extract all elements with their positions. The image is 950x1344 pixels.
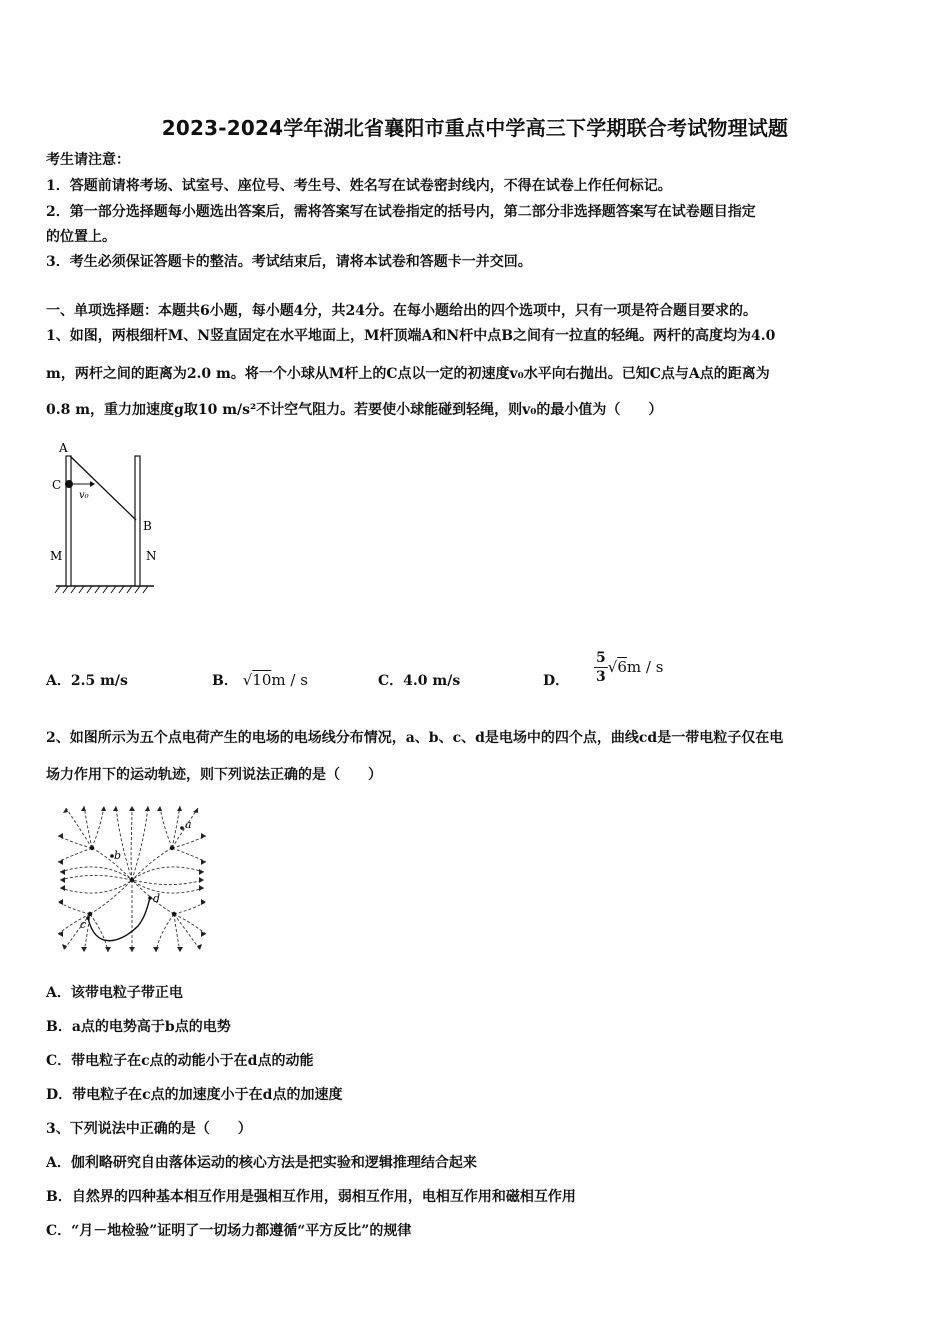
q2-field-figure	[52, 802, 212, 954]
q1-option-d-denominator: 3	[596, 668, 606, 685]
label-m: M	[50, 549, 63, 563]
point-d-dot	[148, 896, 152, 900]
label-b: B	[143, 519, 152, 533]
notice-item-2-cont: 的位置上。	[46, 229, 116, 245]
notice-item-3: 3．考生必须保证答题卡的整洁。考试结束后，请将本试卷和答题卡一并交回。	[46, 254, 532, 270]
q1-rod-figure	[46, 440, 166, 600]
q2-option-a[interactable]: A．该带电粒子带正电	[46, 985, 183, 1001]
notice-heading: 考生请注意：	[46, 152, 130, 168]
q1-option-c-value: 4.0 m/s	[403, 673, 461, 689]
ground-hatching	[55, 586, 148, 593]
q3-stem: 3、下列说法中正确的是（ ）	[46, 1121, 252, 1137]
velocity-arrow-head	[90, 481, 95, 487]
notice-item-2: 2．第一部分选择题每小题选出答案后，需将答案写在试卷指定的括号内，第二部分非选择题答案写在试卷题目指定	[46, 204, 756, 220]
label-point-d: d	[153, 892, 161, 905]
q1-option-a-value: 2.5 m/s	[70, 673, 128, 689]
q1-option-c[interactable]	[378, 670, 460, 690]
q3-option-b[interactable]: B．自然界的四种基本相互作用是强相互作用，弱相互作用，电相互作用和磁相互作用	[46, 1189, 576, 1205]
q1-option-b-radicand: 10	[252, 671, 272, 689]
label-v0: v₀	[79, 490, 89, 501]
label-a: A	[59, 441, 68, 455]
q1-stem-line-1: 1、如图，两根细杆M、N竖直固定在水平地面上，M杆顶端A和N杆中点B之间有一拉直的轻绳。两杆的高度均为4.0	[46, 328, 776, 344]
section-heading: 一、单项选择题：本题共6小题，每小题4分，共24分。在每小题给出的四个选项中，只有一项是符合题目要求的。	[46, 303, 757, 319]
q2-option-c[interactable]: C．带电粒子在c点的动能小于在d点的动能	[46, 1053, 314, 1069]
q2-option-d[interactable]: D．带电粒子在c点的加速度小于在d点的加速度	[46, 1087, 343, 1103]
point-c-dot	[86, 916, 90, 920]
label-point-b: b	[114, 849, 122, 862]
page-title: 2023-2024学年湖北省襄阳市重点中学高三下学期联合考试物理试题	[161, 116, 789, 140]
ball	[65, 480, 73, 488]
particle-trajectory	[88, 898, 150, 941]
q1-stem-line-2: m，两杆之间的距离为2.0 m。将一个小球从M杆上的C点以一定的初速度v₀水平向右抛出。已知C点与A点的距离为	[46, 366, 770, 382]
q1-stem-line-3: 0.8 m，重力加速度g取10 m/s²不计空气阻力。若要使小球能碰到轻绳，则v₀的最小值为（ ）	[46, 402, 663, 418]
label-point-a: a	[185, 818, 192, 831]
rod-m	[66, 456, 71, 586]
label-c: C	[52, 478, 62, 492]
q1-option-d-value: √6m / s	[607, 658, 664, 676]
q1-option-b-letter: B．	[212, 673, 238, 689]
q2-option-b[interactable]: B．a点的电势高于b点的电势	[46, 1019, 231, 1035]
q1-option-a-letter: A．	[46, 673, 71, 689]
q1-option-b-unit: m / s	[271, 671, 308, 689]
q1-option-d-fraction	[594, 649, 608, 686]
rope-line	[70, 456, 136, 520]
q1-option-b[interactable]	[212, 670, 308, 690]
rod-n	[135, 456, 140, 586]
q2-stem-line-1: 2、如图所示为五个点电荷产生的电场的电场线分布情况，a、b、c、d是电场中的四个点，曲线cd是一带电粒子仅在电	[46, 730, 784, 746]
q1-option-d-numerator: 5	[596, 649, 606, 666]
q1-option-d-radicand: 6	[617, 658, 627, 676]
point-a-dot	[180, 826, 184, 830]
q1-option-d-letter: D．	[543, 673, 570, 689]
q2-stem-line-2: 场力作用下的运动轨迹，则下列说法正确的是（ ）	[46, 767, 382, 783]
label-point-c: c	[80, 918, 87, 931]
q1-option-a[interactable]	[46, 670, 128, 690]
q1-option-b-value: √10m / s	[242, 671, 308, 689]
q1-option-c-letter: C．	[378, 673, 404, 689]
q3-option-a[interactable]: A．伽利略研究自由落体运动的核心方法是把实验和逻辑推理结合起来	[46, 1155, 477, 1171]
label-n: N	[146, 549, 157, 563]
q3-option-c[interactable]: C．“月－地检验”证明了一切场力都遵循“平方反比”的规律	[46, 1223, 412, 1239]
notice-item-1: 1．答题前请将考场、试室号、座位号、考生号、姓名写在试卷密封线内，不得在试卷上作任何标记。	[46, 178, 672, 194]
q1-option-d[interactable]	[543, 644, 663, 690]
q1-option-d-unit: m / s	[626, 658, 664, 676]
